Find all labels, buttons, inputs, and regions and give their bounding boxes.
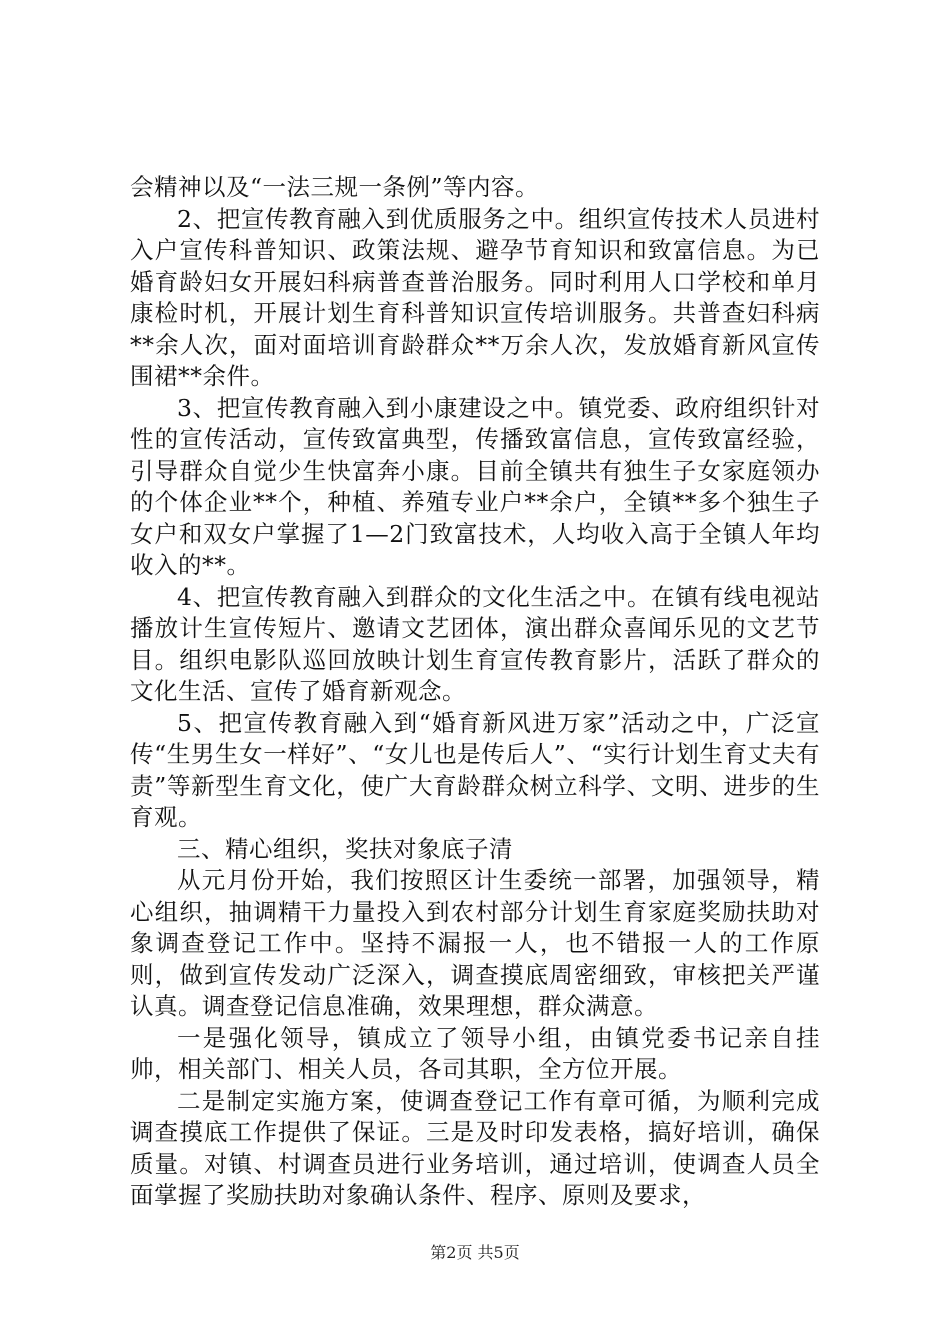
paragraph-1: 会精神以及“一法三规一条例”等内容。 (130, 173, 540, 201)
page-footer: 第2页 共5页 (430, 1243, 520, 1262)
document-body (130, 172, 820, 1212)
paragraph-3: 3、把宣传教育融入到小康建设之中。镇党委、政府组织针对性的宣传活动，宣传致富典型，传播致富信息，宣传致富经验，引导群众自觉少生快富奔小康。目前全镇共有独生子女家庭领办的个体企业**个，种植、养殖专业户**余户，全镇**多个独生子女户和双女户掌握了1—2门致富技术，人均收入高于全镇人年均收入的**。 (130, 393, 820, 579)
paragraph-8: 一是强化领导，镇成立了领导小组，由镇党委书记亲自挂帅，相关部门、相关人员，各司其职，全方位开展。 (130, 1023, 820, 1083)
paragraph-7: 从元月份开始，我们按照区计生委统一部署，加强领导，精心组织，抽调精干力量投入到农村部分计划生育家庭奖励扶助对象调查登记工作中。坚持不漏报一人，也不错报一人的工作原则，做到宣传发动广泛深入，调查摸底周密细致，审核把关严谨认真。调查登记信息准确，效果理想，群众满意。 (130, 866, 820, 1020)
paragraph-9: 二是制定实施方案，使调查登记工作有章可循，为顺利完成调查摸底工作提供了保证。三是及时印发表格，搞好培训，确保质量。对镇、村调查员进行业务培训，通过培训，使调查人员全面掌握了奖励扶助对象确认条件、程序、原则及要求， (130, 1086, 820, 1209)
section-heading: 三、精心组织，奖扶对象底子清 (177, 834, 513, 863)
paragraph-5: 5、把宣传教育融入到“婚育新风进万家”活动之中，广泛宣传“生男生女一样好”、“女儿也是传后人”、“实行计划生育丈夫有责”等新型生育文化，使广大育龄群众树立科学、文明、进步的生育观。 (130, 708, 820, 831)
paragraph-2: 2、把宣传教育融入到优质服务之中。组织宣传技术人员进村入户宣传科普知识、政策法规、避孕节育知识和致富信息。为已婚育龄妇女开展妇科病普查普治服务。同时利用人口学校和单月康检时机，开展计划生育科普知识宣传培训服务。共普查妇科病**余人次，面对面培训育龄群众**万余人次，发放婚育新风宣传围裙**余件。 (130, 204, 820, 390)
paragraph-4: 4、把宣传教育融入到群众的文化生活之中。在镇有线电视站播放计生宣传短片、邀请文艺团体，演出群众喜闻乐见的文艺节目。组织电影队巡回放映计划生育宣传教育影片，活跃了群众的文化生活、宣传了婚育新观念。 (130, 582, 820, 705)
